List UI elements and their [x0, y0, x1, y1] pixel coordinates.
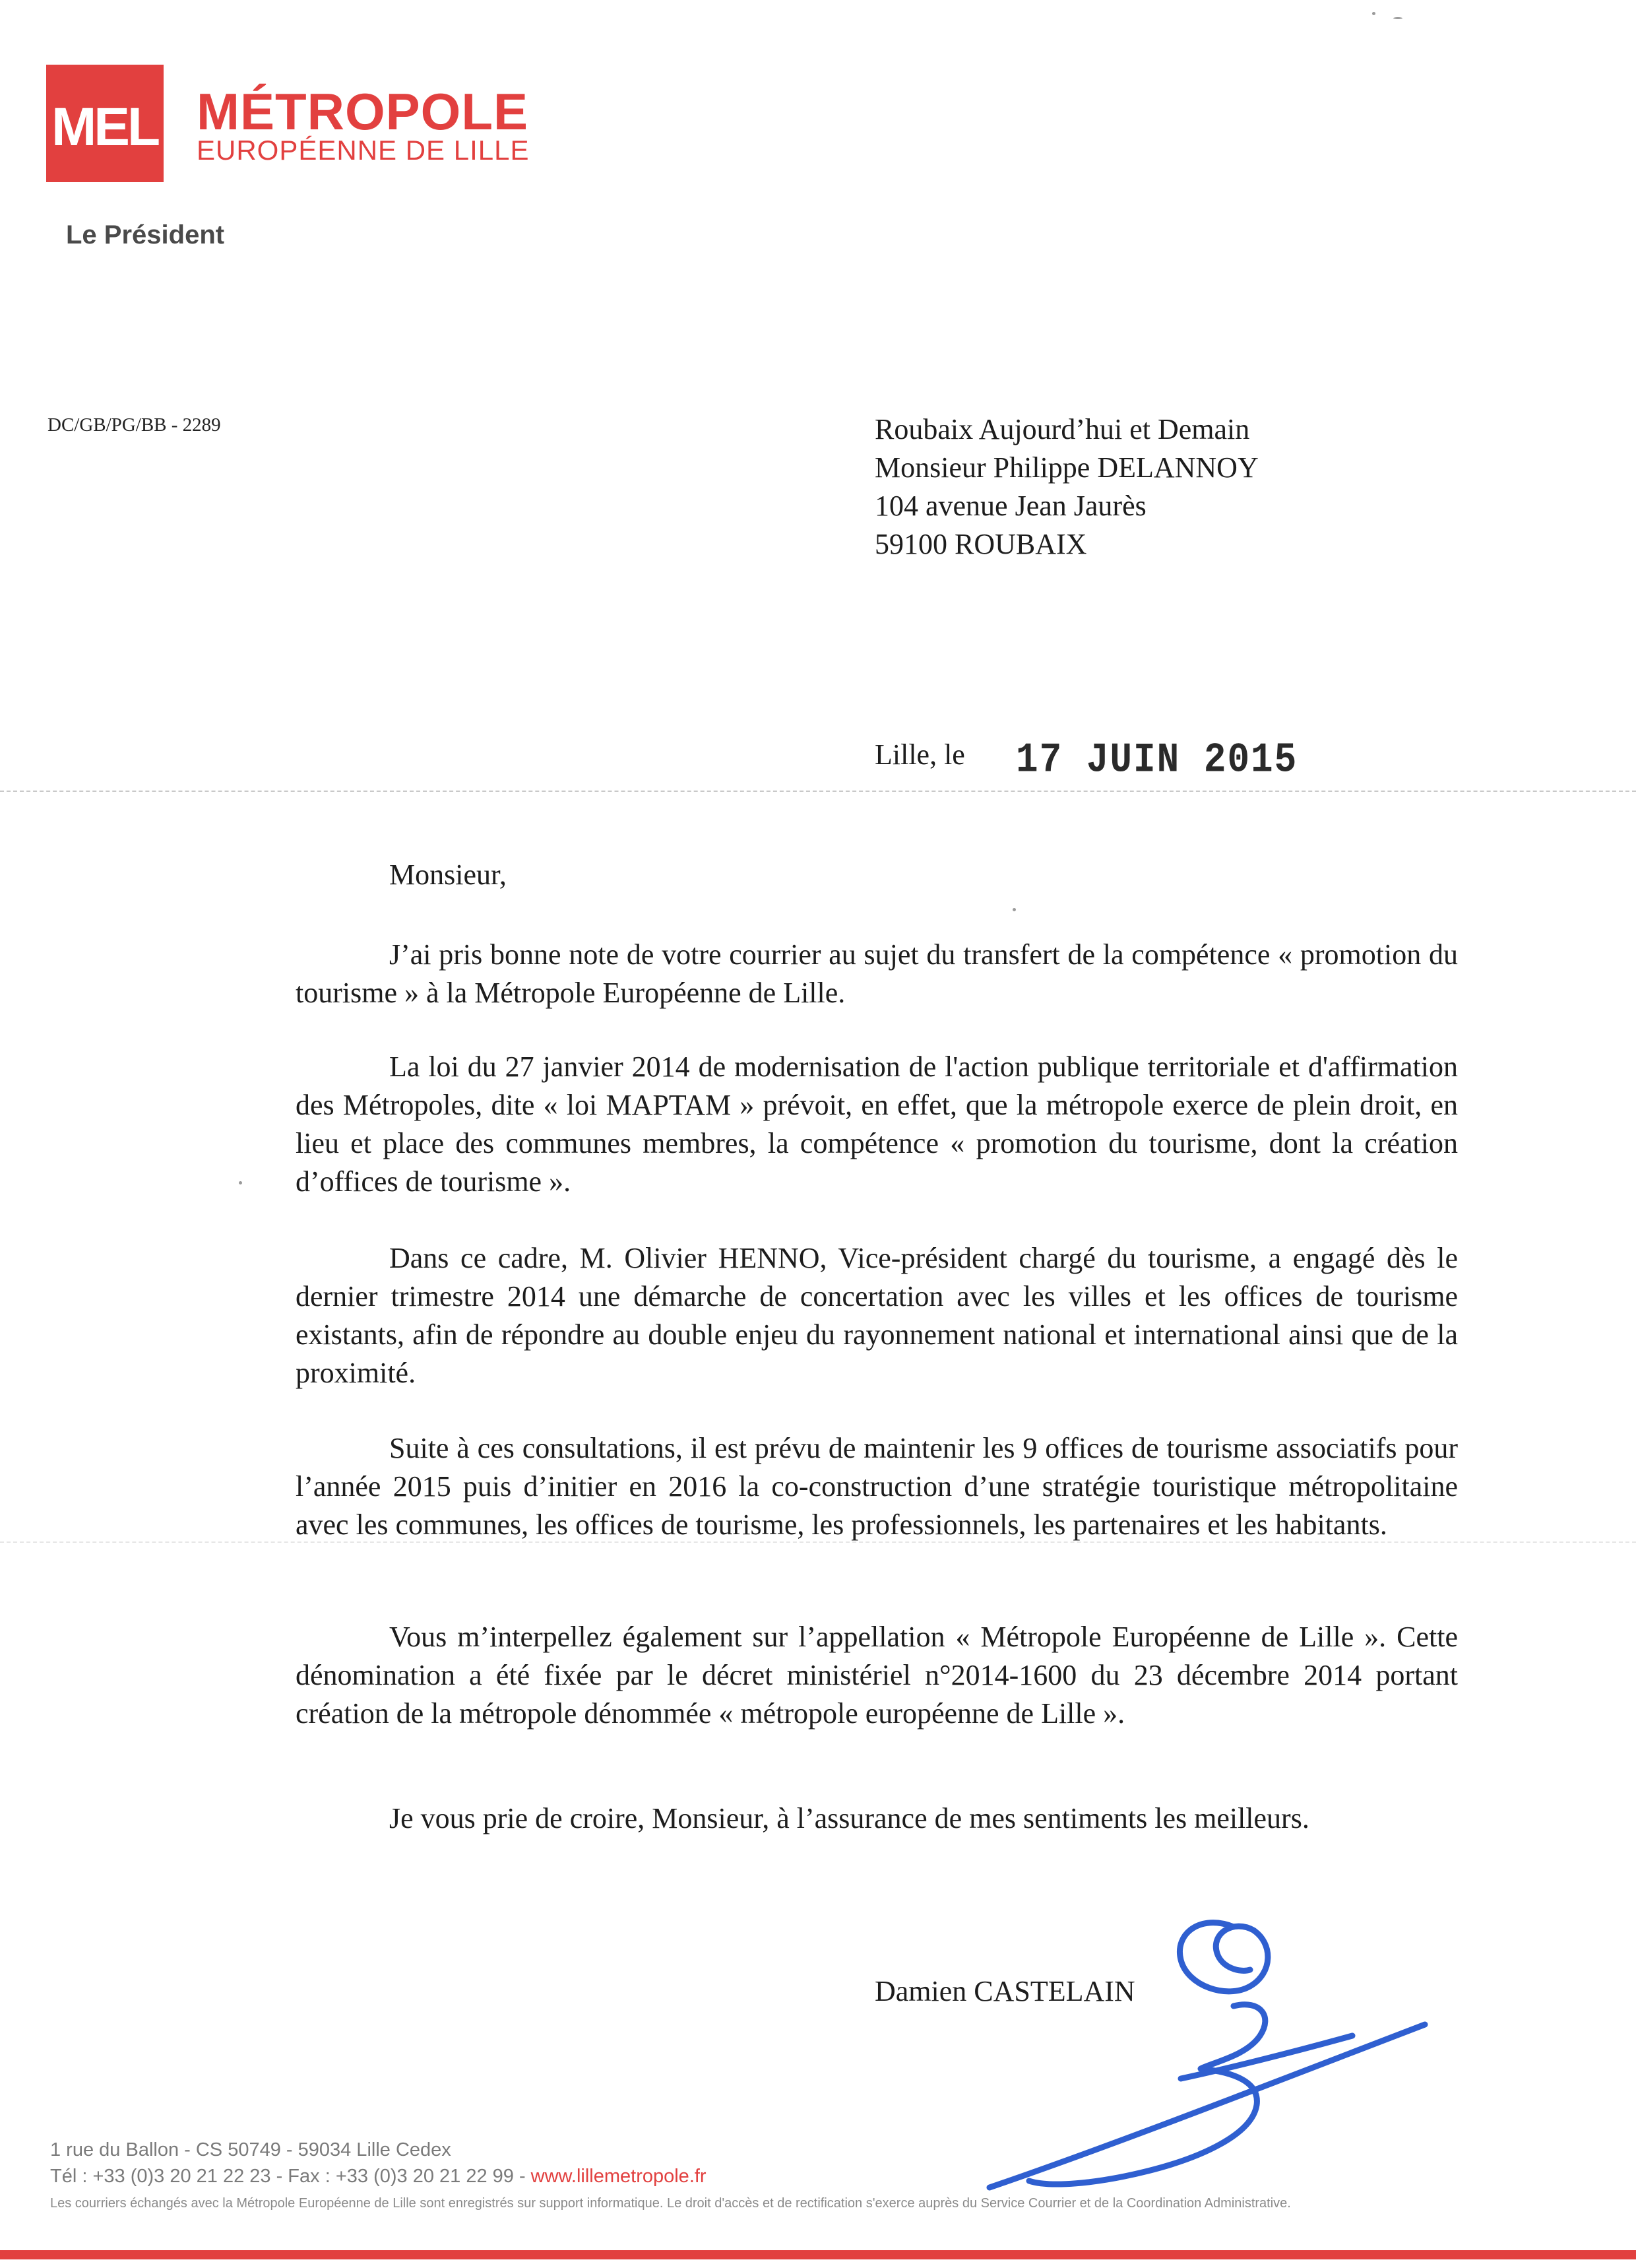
signature-icon	[950, 1907, 1451, 2197]
recipient-line: Monsieur Philippe DELANNOY	[875, 451, 1259, 484]
footer-contact	[50, 2166, 707, 2187]
signer-name: Damien CASTELAIN	[875, 1975, 1135, 2007]
scan-speck	[1013, 908, 1016, 911]
recipient-line: Roubaix Aujourd’hui et Demain	[875, 413, 1250, 445]
scan-speck	[239, 1181, 242, 1184]
paragraph: Vous m’interpellez également sur l’appellation « Métropole Européenne de Lille ». Cette dénomination a été fixée par le décret ministériel n°2014-1600 du 23 décembre 2014 portant création de la métropole dénommée « métropole européenne de Lille ».	[296, 1621, 1458, 1730]
logo-text: MEL	[51, 97, 158, 157]
closing-formula: Je vous prie de croire, Monsieur, à l’assurance de mes sentiments les meilleurs.	[389, 1802, 1309, 1834]
footer-legal-notice: Les courriers échangés avec la Métropole Européenne de Lille sont enregistrés sur support informatique. Le droit d'accès et de rectification s'exerce auprès du Service Courrier et de la Coordination Administrative.	[50, 2196, 1291, 2211]
sender-title: Le Président	[66, 220, 225, 249]
scan-speck	[1393, 17, 1402, 19]
paragraph: Dans ce cadre, M. Olivier HENNO, Vice-président chargé du tourisme, a engagé dès le dernier trimestre 2014 une démarche de concertation avec les villes et les offices de tourisme existants, afin de répondre au double enjeu du rayonnement national et international ainsi que de la proximité.	[296, 1242, 1458, 1389]
letter-reference: DC/GB/PG/BB - 2289	[47, 414, 221, 436]
paragraph: La loi du 27 janvier 2014 de modernisation de l'action publique territoriale et d'affirmation des Métropoles, dite « loi MAPTAM » prévoit, en effet, que la métropole exerce de plein droit, en lieu et place des communes membres, la compétence « promotion du tourisme, dont la création d’offices de tourisme ».	[296, 1051, 1458, 1198]
date-stamp: 17 JUIN 2015	[1016, 736, 1298, 784]
recipient-line: 59100 ROUBAIX	[875, 528, 1087, 560]
recipient-line: 104 avenue Jean Jaurès	[875, 490, 1147, 522]
footer-website-link[interactable]: www.lillemetropole.fr	[530, 2166, 707, 2187]
paragraph: Suite à ces consultations, il est prévu de maintenir les 9 offices de tourisme associatifs pour l’année 2015 puis d’initier en 2016 la co-construction d’une stratégie touristique métropolitaine avec les communes, les offices de tourisme, les professionnels, les partenaires et les habitants.	[296, 1432, 1458, 1541]
recipient-address	[875, 410, 1259, 564]
bottom-brand-bar	[0, 2250, 1636, 2259]
paragraph: J’ai pris bonne note de votre courrier au sujet du transfert de la compétence « promotion du tourisme » à la Métropole Européenne de Lille.	[296, 938, 1458, 1009]
date-label: Lille, le	[875, 738, 965, 771]
brand-name: MÉTROPOLE	[197, 82, 529, 141]
fold-line	[0, 791, 1636, 792]
mel-logo	[46, 65, 164, 182]
salutation: Monsieur,	[389, 859, 507, 891]
footer-phone-fax: Tél : +33 (0)3 20 21 22 23 - Fax : +33 (0)3 20 21 22 99 -	[50, 2166, 531, 2187]
scan-speck	[1372, 12, 1375, 15]
brand-subtitle: EUROPÉENNE DE LILLE	[197, 135, 530, 166]
footer-address: 1 rue du Ballon - CS 50749 - 59034 Lille Cedex	[50, 2139, 451, 2160]
